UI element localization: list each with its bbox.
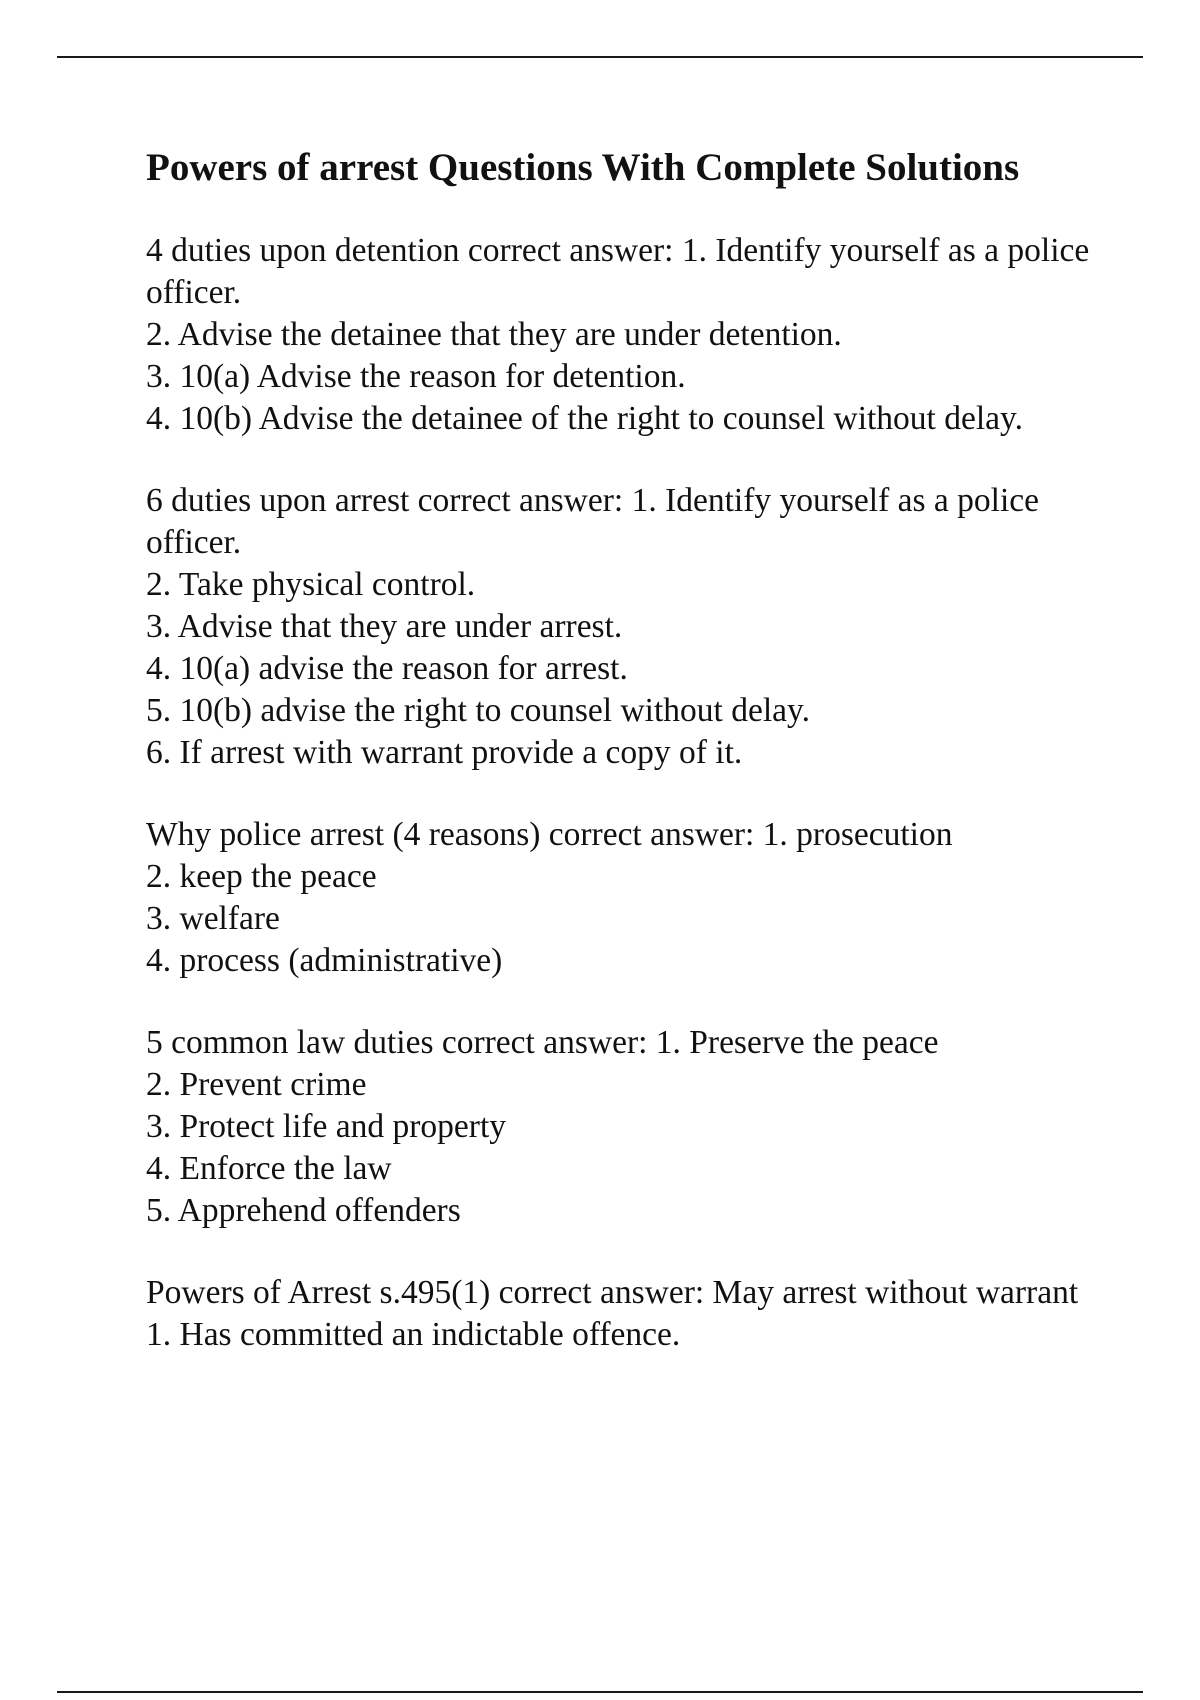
- qa-answer-line: 4. 10(a) advise the reason for arrest.: [146, 650, 628, 687]
- qa-answer-line: 2. Prevent crime: [146, 1066, 367, 1103]
- qa-answer-line: 3. Protect life and property: [146, 1108, 507, 1145]
- qa-entry: [146, 480, 1106, 774]
- qa-question: Powers of Arrest s.495(1) correct answer: May arrest without warrant: [146, 1274, 1079, 1311]
- qa-entry: [146, 230, 1106, 440]
- qa-question: 5 common law duties correct answer: 1. Preserve the peace: [146, 1024, 939, 1061]
- qa-answer-line: 6. If arrest with warrant provide a copy of it.: [146, 734, 743, 771]
- header-rule: [57, 56, 1143, 58]
- qa-question: 4 duties upon detention correct answer: 1. Identify yourself as a police officer.: [146, 232, 1090, 311]
- qa-answer-line: 5. Apprehend offenders: [146, 1192, 461, 1229]
- qa-answer-line: 3. welfare: [146, 900, 280, 937]
- qa-answer-line: 2. Take physical control.: [146, 566, 476, 603]
- qa-answer-line: 3. Advise that they are under arrest.: [146, 608, 623, 645]
- qa-answer-line: 4. 10(b) Advise the detainee of the right to counsel without delay.: [146, 400, 1023, 437]
- qa-answer-line: 1. Has committed an indictable offence.: [146, 1316, 681, 1353]
- qa-answer-line: 3. 10(a) Advise the reason for detention.: [146, 358, 686, 395]
- qa-entry: [146, 1022, 1106, 1232]
- qa-answer-line: 2. keep the peace: [146, 858, 377, 895]
- footer-rule: [57, 1691, 1143, 1693]
- qa-entry: [146, 814, 1106, 982]
- qa-entry: [146, 1272, 1106, 1356]
- qa-question: Why police arrest (4 reasons) correct answer: 1. prosecution: [146, 816, 953, 853]
- document-body: [146, 144, 1106, 1396]
- qa-answer-line: 4. Enforce the law: [146, 1150, 392, 1187]
- qa-answer-line: 5. 10(b) advise the right to counsel without delay.: [146, 692, 810, 729]
- qa-question: 6 duties upon arrest correct answer: 1. Identify yourself as a police officer.: [146, 482, 1040, 561]
- document-title: Powers of arrest Questions With Complete Solutions: [146, 146, 1020, 189]
- qa-answer-line: 2. Advise the detainee that they are under detention.: [146, 316, 842, 353]
- qa-answer-line: 4. process (administrative): [146, 942, 503, 979]
